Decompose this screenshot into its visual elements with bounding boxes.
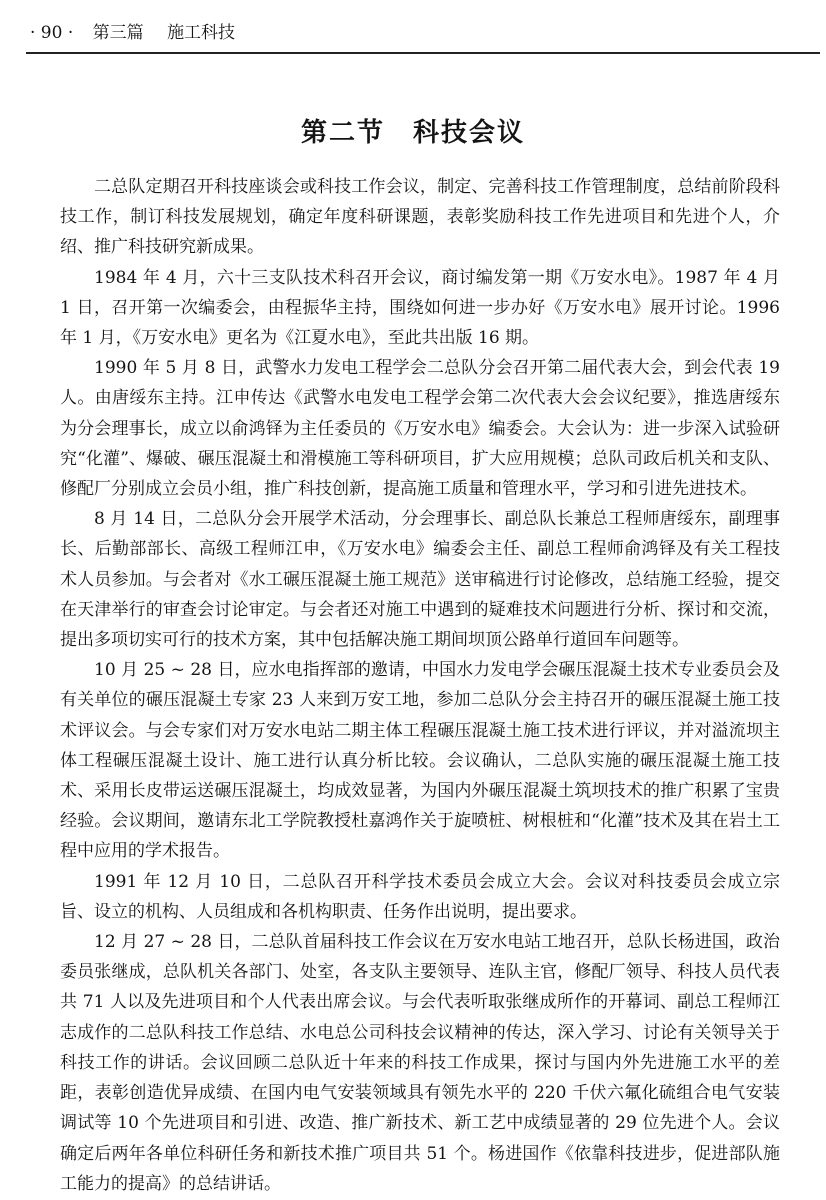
paragraph: 1990 年 5 月 8 日，武警水力发电工程学会二总队分会召开第二届代表大会，到会代表 19 人。由唐绥东主持。江申传达《武警水电发电工程学会第二次代表大会会议纪要》，推选唐绥东为分会理事长，成立以俞鸿铎为主任委员的《万安水电》编委会。大会认为：进一步深入试验研究“化灌”、爆破、碾压混凝土和滑模施工等科研项目，扩大应用规模；总队司政后机关和支队、修配厂分别成立会员小组，推广科技创新，提高施工质量和管理水平，学习和引进先进技术。	[60, 358, 780, 500]
paragraph: 1984 年 4 月，六十三支队技术科召开会议，商讨编发第一期《万安水电》。1987 年 4 月 1 日，召开第一次编委会，由程振华主持，围绕如何进一步办好《万安水电》展开讨论。1996 年 1 月，《万安水电》更名为《江夏水电》，至此共出版 16 期。	[60, 267, 780, 349]
running-header	[30, 18, 796, 52]
paragraph: 8 月 14 日，二总队分会开展学术活动，分会理事长、副总队长兼总工程师唐绥东，副理事长、后勤部部长、高级工程师江申，《万安水电》编委会主任、副总工程师俞鸿铎及有关工程技术人员参加。与会者对《水工碾压混凝土施工规范》送审稿进行讨论修改，总结施工经验，提交在天津举行的审查会讨论审定。与会者还对施工中遇到的疑难技术问题进行分析、探讨和交流，提出多项切实可行的技术方案，其中包括解决施工期间坝顶公路单行道回车问题等。	[60, 509, 780, 651]
body-text	[60, 172, 780, 1199]
paragraph: 二总队定期召开科技座谈会或科技工作会议，制定、完善科技工作管理制度，总结前阶段科技工作，制订科技发展规划，确定年度科研课题，表彰奖励科技工作先进项目和先进个人，介绍、推广科技研究新成果。	[60, 177, 780, 258]
section-name: 施工科技	[167, 23, 236, 43]
section-title: 第二节 科技会议	[300, 118, 525, 148]
page-number: · 90 ·	[30, 23, 74, 43]
paragraph: 10 月 25 ~ 28 日，应水电指挥部的邀请，中国水力发电学会碾压混凝土技术专业委员会及有关单位的碾压混凝土专家 23 人来到万安工地，参加二总队分会主持召开的碾压混凝土施工技术评议会。与会专家们对万安水电站二期主体工程碾压混凝土施工技术进行评议，并对溢流坝主体工程碾压混凝土设计、施工进行认真分析比较。会议确认，二总队实施的碾压混凝土施工技术、采用长皮带运送碾压混凝土，均成效显著，为国内外碾压混凝土筑坝技术的推广积累了宝贵经验。会议期间，邀请东北工学院教授杜嘉鸿作关于旋喷桩、树根桩和“化灌”技术及其在岩土工程中应用的学术报告。	[60, 660, 780, 862]
paragraph: 12 月 27 ~ 28 日，二总队首届科技工作会议在万安水电站工地召开，总队长杨进国，政治委员张继成，总队机关各部门、处室，各支队主要领导、连队主官，修配厂领导、科技人员代表共 71 人以及先进项目和个人代表出席会议。与会代表听取张继成所作的开幕词、副总工程师江志成作的二总队科技工作总结、水电总公司科技会议精神的传达，深入学习、讨论有关领导关于科技工作的讲话。会议回顾二总队近十年来的科技工作成果，探讨与国内外先进施工水平的差距，表彰创造优异成绩、在国内电气安装领域具有领先水平的 220 千伏六氟化硫组合电气安装调试等 10 个先进项目和引进、改造、推广新技术、新工艺中成绩显著的 29 位先进个人。会议确定后两年各单位科研任务和新技术推广项目共 51 个。杨进国作《依靠科技进步，促进部队施工能力的提高》的总结讲话。	[60, 932, 780, 1194]
part-label: 第三篇	[92, 23, 144, 43]
paragraph: 1991 年 12 月 10 日，二总队召开科学技术委员会成立大会。会议对科技委员会成立宗旨、设立的机构、人员组成和各机构职责、任务作出说明，提出要求。	[60, 871, 780, 922]
header-rule	[26, 52, 820, 54]
